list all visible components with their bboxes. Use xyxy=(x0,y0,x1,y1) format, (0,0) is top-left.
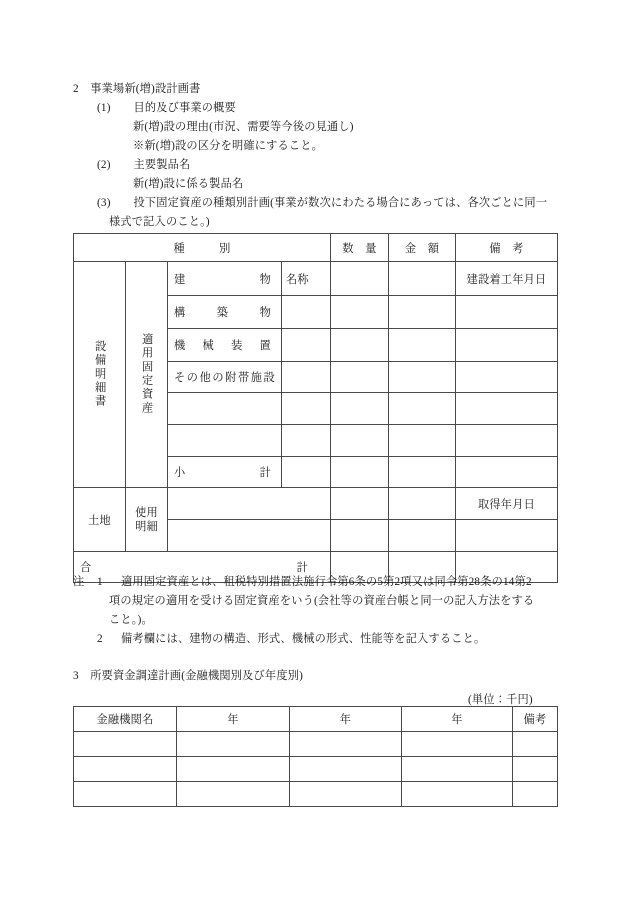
asset-row-1-label-a: 建 xyxy=(174,273,186,286)
asset-row-4-sub[interactable] xyxy=(282,362,331,393)
section-2-item-3-title-line-1: 投下固定資産の種類別計画(事業が数次にわたる場合にあっては、各次ごとに同一 xyxy=(133,197,548,209)
funding-plan-table xyxy=(73,706,558,807)
section-2-item-1-line-1: 新(増)設の理由(市況、需要等今後の見通し) xyxy=(133,121,354,133)
section-2-item-1-number: (1) xyxy=(97,102,111,114)
asset-row-1-amount[interactable] xyxy=(389,262,456,296)
funding-row-2-institution[interactable] xyxy=(74,757,177,782)
asset-row-1-label-b: 物 xyxy=(259,273,271,286)
funding-row-2-remarks[interactable] xyxy=(513,757,558,782)
asset-row-3-sub[interactable] xyxy=(282,329,331,362)
asset-row-subtotal-label-a: 小 xyxy=(174,467,186,479)
asset-detail-table xyxy=(73,233,558,583)
asset-row-6-label[interactable] xyxy=(168,425,282,457)
asset-row-subtotal-label xyxy=(168,457,282,488)
note-1-number: 1 xyxy=(97,576,103,588)
section-2-item-2-number: (2) xyxy=(97,159,111,171)
asset-row-2-remark[interactable] xyxy=(456,296,558,329)
asset-row-subtotal-remark[interactable] xyxy=(456,457,558,488)
asset-row-2-sub[interactable] xyxy=(282,296,331,329)
asset-row-2-quantity[interactable] xyxy=(331,296,389,329)
section-3-unit-note: (単位：千円) xyxy=(468,694,533,706)
section-3-number: 3 xyxy=(73,670,79,682)
funding-table-row xyxy=(74,782,558,807)
land-row-2-remark[interactable] xyxy=(456,520,558,552)
asset-group-equipment-label xyxy=(74,262,126,488)
asset-row-2-amount[interactable] xyxy=(389,296,456,329)
asset-group-fixed-asset-label xyxy=(126,262,168,488)
asset-group-land-label: 土地 xyxy=(74,488,126,552)
funding-header-year-2: 年 xyxy=(290,707,402,732)
funding-row-1-year-2[interactable] xyxy=(290,732,402,757)
land-row-2-label[interactable] xyxy=(168,520,331,552)
land-table-row xyxy=(74,488,558,520)
funding-row-2-year-2[interactable] xyxy=(290,757,402,782)
asset-group-equipment-text: 設備明細書 xyxy=(93,340,106,409)
asset-row-6-quantity[interactable] xyxy=(331,425,389,457)
funding-header-year-1: 年 xyxy=(177,707,290,732)
asset-row-3-label-a: 機 xyxy=(174,340,186,352)
asset-row-4-label: その他の附帯施設 xyxy=(168,362,282,393)
funding-row-1-year-3[interactable] xyxy=(402,732,513,757)
asset-row-4-amount[interactable] xyxy=(389,362,456,393)
section-3-title: 所要資金調達計画(金融機関別及び年度別) xyxy=(90,670,304,682)
asset-row-1-quantity[interactable] xyxy=(331,262,389,296)
note-2-number: 2 xyxy=(97,633,103,645)
asset-row-5-amount[interactable] xyxy=(389,393,456,425)
funding-row-2-year-1[interactable] xyxy=(177,757,290,782)
asset-row-subtotal-quantity[interactable] xyxy=(331,457,389,488)
asset-row-6-sub[interactable] xyxy=(282,425,331,457)
funding-header-remarks: 備考 xyxy=(513,707,558,732)
asset-row-subtotal-amount[interactable] xyxy=(389,457,456,488)
asset-header-amount: 金 額 xyxy=(389,234,456,262)
asset-row-3-quantity[interactable] xyxy=(331,329,389,362)
asset-row-5-remark[interactable] xyxy=(456,393,558,425)
asset-row-2-label-b: 築 xyxy=(216,307,229,319)
section-3-heading xyxy=(73,667,303,686)
land-row-2-quantity[interactable] xyxy=(331,520,389,552)
funding-row-3-year-2[interactable] xyxy=(290,782,402,807)
funding-row-3-year-3[interactable] xyxy=(402,782,513,807)
asset-row-2-label-c: 物 xyxy=(259,307,271,319)
asset-header-remarks: 備 考 xyxy=(456,234,558,262)
funding-table-row xyxy=(74,757,558,782)
asset-row-3-amount[interactable] xyxy=(389,329,456,362)
funding-header-year-3: 年 xyxy=(402,707,513,732)
asset-row-1-remark: 建設着工年月日 xyxy=(456,262,558,296)
asset-row-1-sub: 名称 xyxy=(282,262,331,296)
asset-row-3-label-d: 置 xyxy=(259,340,271,352)
asset-total-label-a: 合 xyxy=(80,562,92,574)
section-2-item-3-title-line-2: 様式で記入のこと。) xyxy=(109,216,210,228)
note-1-line-2: 項の規定の適用を受ける固定資産をいう(会社等の資産台帳と同一の記入方法をする xyxy=(109,595,535,607)
funding-row-3-remarks[interactable] xyxy=(513,782,558,807)
section-2-item-3-number: (3) xyxy=(97,197,111,209)
asset-header-quantity: 数 量 xyxy=(331,234,389,262)
land-row-1-label[interactable] xyxy=(168,488,331,520)
section-2-item-2-heading xyxy=(97,156,190,175)
section-2-item-1-title: 目的及び事業の概要 xyxy=(133,102,236,114)
land-row-1-remark: 取得年月日 xyxy=(456,488,558,520)
note-2-line-1: 備考欄には、建物の構造、形式、機械の形式、性能等を記入すること。 xyxy=(121,633,486,645)
funding-table-row xyxy=(74,732,558,757)
section-2-number: 2 xyxy=(73,83,79,95)
asset-table-row xyxy=(74,262,558,296)
section-2-item-1-line-2: ※新(増)設の区分を明確にすること。 xyxy=(133,140,324,152)
land-row-2-amount[interactable] xyxy=(389,520,456,552)
section-2-item-2-line-1: 新(増)設に係る製品名 xyxy=(133,178,244,190)
note-1-line-3: こと。)。 xyxy=(109,614,153,626)
land-row-1-quantity[interactable] xyxy=(331,488,389,520)
asset-row-4-quantity[interactable] xyxy=(331,362,389,393)
asset-row-subtotal-label-b: 計 xyxy=(259,467,271,479)
asset-row-5-label[interactable] xyxy=(168,393,282,425)
asset-group-fixed-asset-text: 適用固定資産 xyxy=(140,333,153,416)
section-2-item-2-title: 主要製品名 xyxy=(133,159,191,171)
asset-row-3-label-b: 械 xyxy=(202,340,214,352)
asset-row-5-quantity[interactable] xyxy=(331,393,389,425)
land-row-1-amount[interactable] xyxy=(389,488,456,520)
note-1-line-1: 適用固定資産とは、租税特別措置法施行令第6条の5第2項又は同令第28条の14第2 xyxy=(121,576,532,588)
asset-header-kind: 種 別 xyxy=(74,234,331,262)
asset-row-6-amount[interactable] xyxy=(389,425,456,457)
section-2-item-1-heading xyxy=(97,99,236,118)
asset-row-3-remark[interactable] xyxy=(456,329,558,362)
funding-row-3-year-1[interactable] xyxy=(177,782,290,807)
funding-row-2-year-3[interactable] xyxy=(402,757,513,782)
funding-row-1-institution[interactable] xyxy=(74,732,177,757)
section-2-heading xyxy=(73,80,201,99)
asset-row-3-label-c: 装 xyxy=(231,340,243,352)
funding-row-1-year-1[interactable] xyxy=(177,732,290,757)
section-2-title: 事業場新(増)設計画書 xyxy=(90,83,201,95)
notes-prefix: 注 xyxy=(73,576,85,588)
asset-row-6-remark[interactable] xyxy=(456,425,558,457)
asset-row-2-label xyxy=(168,296,282,329)
asset-row-3-label xyxy=(168,329,282,362)
asset-total-label-b: 計 xyxy=(296,562,309,574)
asset-row-4-remark[interactable] xyxy=(456,362,558,393)
funding-row-3-institution[interactable] xyxy=(74,782,177,807)
asset-table-header-row xyxy=(74,234,558,262)
asset-group-land-detail-text: 使用明細 xyxy=(135,506,158,533)
asset-row-5-sub[interactable] xyxy=(282,393,331,425)
asset-row-1-label xyxy=(168,262,282,296)
funding-row-1-remarks[interactable] xyxy=(513,732,558,757)
asset-group-land-detail-label xyxy=(126,488,168,552)
funding-table-header-row xyxy=(74,707,558,732)
asset-row-subtotal-sub[interactable] xyxy=(282,457,331,488)
section-2-item-3-heading xyxy=(97,194,547,213)
funding-header-institution: 金融機関名 xyxy=(74,707,177,732)
asset-row-2-label-a: 構 xyxy=(174,307,186,319)
